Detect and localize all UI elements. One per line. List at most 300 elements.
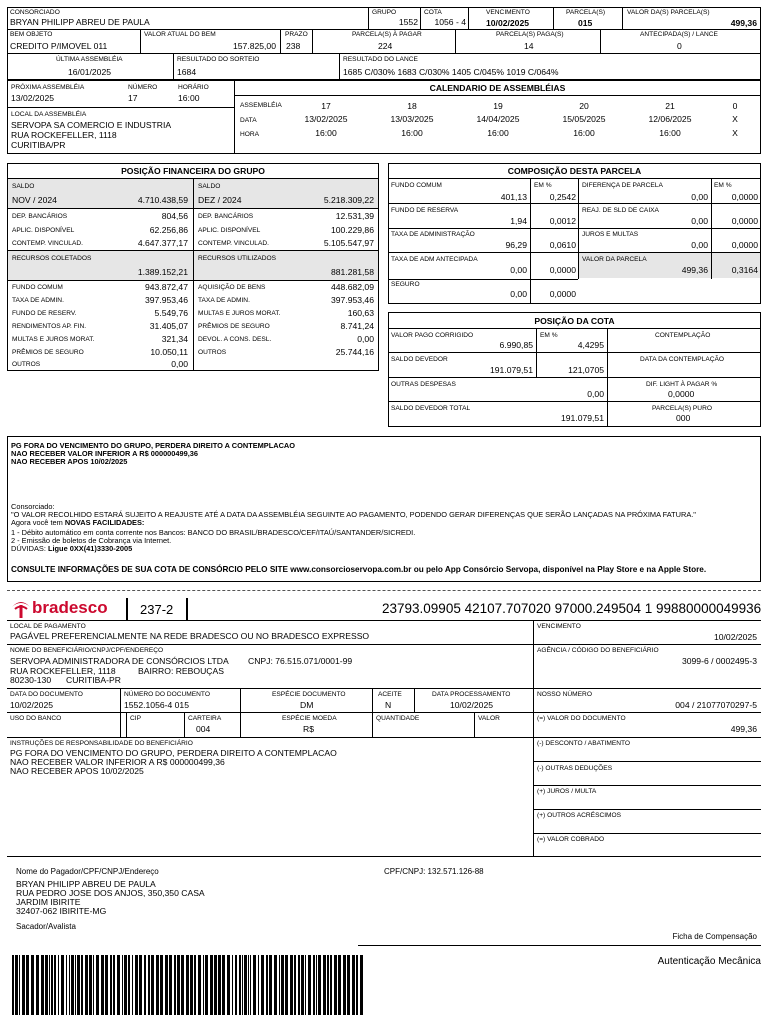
reaj-value: 0,00 <box>691 216 708 226</box>
msg-debito: 1 - Débito automático em conta corrente nos Bancos: BANCO DO BRASIL/BRADESCO/CEF/ITAÚ/SANTANDER/SICREDI. <box>11 528 416 537</box>
ultima-value: 16/01/2025 <box>68 67 112 77</box>
cal-hora-3: 16:00 <box>487 128 509 138</box>
barcode-bar <box>54 955 56 1015</box>
posicao-row-value: 12.531,39 <box>335 211 374 221</box>
saldo-right-month: DEZ / 2024 <box>198 195 242 205</box>
cota-em-pct: EM % <box>540 332 558 339</box>
valor-parcela-value: 499,36 <box>730 18 757 28</box>
posicao-row-value: 31.405,07 <box>149 320 188 331</box>
posicao-row-label: APLIC. DISPONÍVEL <box>198 226 261 234</box>
barcode-bar <box>151 955 154 1015</box>
rec-utilizados-label: RECURSOS UTILIZADOS <box>198 255 277 262</box>
juros-multa-label: (+) JUROS / MULTA <box>537 788 597 795</box>
barcode-bar <box>113 955 115 1015</box>
rec-coletados-value: 1.389.152,21 <box>137 267 188 277</box>
prox-value: 13/02/2025 <box>11 93 55 103</box>
barcode-bar <box>327 955 329 1015</box>
cut-line <box>7 590 761 591</box>
fundo-comum-value: 401,13 <box>500 192 527 202</box>
outros-acrescimos-label: (+) OUTROS ACRÉSCIMOS <box>537 812 622 819</box>
bradesco-logo <box>10 598 120 620</box>
reaj-pct: 0,0000 <box>731 216 758 226</box>
valor-da-parcela-label: VALOR DA PARCELA <box>582 256 647 263</box>
barcode-bar <box>198 955 201 1015</box>
inst-line-3: NAO RECEBER APOS 10/02/2025 <box>10 766 144 776</box>
taxa-ant-pct: 0,0000 <box>549 265 576 275</box>
dif-label: DIF. LIGHT À PAGAR % <box>646 381 718 388</box>
cal-row-hora: HORA <box>240 131 260 138</box>
barcode-bar <box>290 955 293 1015</box>
local-pag-label: LOCAL DE PAGAMENTO <box>10 623 86 630</box>
dif-parcela-value: 0,00 <box>691 192 708 202</box>
ultima-label: ÚLTIMA ASSEMBLÉIA <box>56 56 123 63</box>
msg-facilidades: Agora você tem NOVAS FACILIDADES: <box>11 518 145 527</box>
barcode-bar <box>248 955 249 1015</box>
barcode-bar <box>334 955 337 1015</box>
em-value: R$ <box>303 724 314 734</box>
barcode-bar <box>89 955 92 1015</box>
barcode-bar <box>165 955 168 1015</box>
msg-line-2: NAO RECEBER VALOR INFERIOR A R$ 000000499,36 <box>11 449 199 458</box>
dd-label: DATA DO DOCUMENTO <box>10 691 83 698</box>
barcode-bar <box>347 955 350 1015</box>
barcode-bar <box>61 955 64 1015</box>
inst-label: INSTRUÇÕES DE RESPONSABILIDADE DO BENEFICIÁRIO <box>10 740 193 747</box>
barcode-bar <box>250 955 251 1015</box>
barcode-bar <box>313 955 315 1015</box>
nn-value: 004 / 21077070297-5 <box>675 700 757 710</box>
valor-da-parcela-value: 499,36 <box>681 265 708 275</box>
cart-label: CARTEIRA <box>188 715 222 722</box>
barcode-bar <box>186 955 189 1015</box>
pagador-name: BRYAN PHILIPP ABREU DE PAULA <box>16 879 156 889</box>
barcode-bar <box>19 955 20 1015</box>
barcode-bar <box>203 955 204 1015</box>
posicao-row-value: 5.549,76 <box>154 307 188 318</box>
cal-row-data: DATA <box>240 117 257 124</box>
parcela-value: 015 <box>578 18 593 28</box>
barcode-bar <box>77 955 80 1015</box>
barcode-bar <box>298 955 300 1015</box>
cal-data-2: 13/03/2025 <box>390 114 434 124</box>
fundo-reserva-label: FUNDO DE RESERVA <box>391 207 459 214</box>
antecipadas-label: ANTECIPADA(S) / LANCE <box>640 31 718 38</box>
parcelas-pagas-label: PARCELA(S) PAGA(S) <box>496 31 564 38</box>
barcode-bar <box>71 955 74 1015</box>
cal-assembleia-2: 18 <box>407 101 417 111</box>
parcela-label: PARCELA(S) <box>566 9 606 16</box>
barcode-bar <box>101 955 104 1015</box>
barcode-bar <box>105 955 108 1015</box>
qt-label: QUANTIDADE <box>376 715 420 722</box>
bem-value: CREDITO P/IMOVEL 011 <box>10 41 108 51</box>
dif-parcela-label: DIFERENÇA DE PARCELA <box>582 182 663 189</box>
nd-label: NÚMERO DO DOCUMENTO <box>124 691 210 698</box>
posicao-row-value: 0,00 <box>357 333 374 344</box>
barcode-bar <box>239 955 241 1015</box>
valor-bem-label: VALOR ATUAL DO BEM <box>144 31 216 38</box>
taxa-ant-value: 0,00 <box>510 265 527 275</box>
posicao-row-label: FUNDO DE RESERV. <box>12 309 77 317</box>
msg-reajuste: "O VALOR RECOLHIDO ESTARÁ SUJEITO A REAJUSTE ATÉ A DATA DA ASSEMBLÉIA SEGUINTE AO PAGAMENTO, PODENDO GERAR DIFERENÇAS QUE SERÃO LANÇADAS NA PRÓXIMA FATURA." <box>11 510 696 519</box>
barcode-bar <box>41 955 44 1015</box>
posicao-title: POSIÇÃO FINANCEIRA DO GRUPO <box>121 166 265 176</box>
local-line-3: CURITIBA/PR <box>11 140 66 150</box>
posicao-row-label: OUTROS <box>198 348 227 356</box>
barcode-bar <box>110 955 112 1015</box>
dp-value: 10/02/2025 <box>450 700 494 710</box>
cal-assembleia-3: 19 <box>493 101 503 111</box>
lance-value: 1685 C/030% 1683 C/030% 1405 C/045% 1019 C/064% <box>343 67 559 77</box>
posicao-row-value: 10.050,11 <box>150 346 188 357</box>
posicao-row-label: PRÊMIOS DE SEGURO <box>12 348 84 356</box>
barcode-bar <box>22 955 25 1015</box>
fundo-reserva-pct: 0,0012 <box>549 216 576 226</box>
barcode-bar <box>318 955 321 1015</box>
horario-label: HORÁRIO <box>178 84 209 91</box>
cal-data-3: 14/04/2025 <box>476 114 520 124</box>
posicao-row-value: 62.256,86 <box>149 224 188 235</box>
barcode-bar <box>210 955 213 1015</box>
cal-assembleia-5: 21 <box>665 101 675 111</box>
pagador-cep: 32407-062 IBIRITE-MG <box>16 906 107 916</box>
cal-assembleia-1: 17 <box>321 101 331 111</box>
benef-cnpj: CNPJ: 76.515.071/0001-99 <box>248 656 353 666</box>
posicao-row-value: 448.682,09 <box>330 282 374 292</box>
barcode-bar <box>45 955 48 1015</box>
benef-label: NOME DO BENEFICIÁRIO/CNPJ/CPF/ENDEREÇO <box>10 647 164 654</box>
posicao-row-value: 160,63 <box>347 307 374 318</box>
dif-value: 0,0000 <box>668 389 695 399</box>
barcode-bar <box>58 955 59 1015</box>
barcode-bar <box>190 955 193 1015</box>
seguro-value: 0,00 <box>510 289 527 299</box>
barcode-bar <box>139 955 142 1015</box>
sdt-label: SALDO DEVEDOR TOTAL <box>391 405 471 412</box>
barcode-bar <box>343 955 346 1015</box>
local-label: LOCAL DA ASSEMBLÉIA <box>11 111 87 118</box>
cal-data-1: 13/02/2025 <box>304 114 348 124</box>
barcode-bar <box>308 955 311 1015</box>
valor-parcela-label: VALOR DA(S) PARCELA(S) <box>627 9 710 16</box>
valor-bem-value: 157.825,00 <box>232 41 276 51</box>
fundo-comum-pct: 0,2542 <box>549 192 576 202</box>
barcode-bar <box>132 955 133 1015</box>
pagador-bairro: JARDIM IBIRITE <box>16 897 81 907</box>
barcode-bar <box>66 955 67 1015</box>
barcode-bar <box>12 955 14 1015</box>
inst-line-1: PG FORA DO VENCIMENTO DO GRUPO, PERDERA DIREITO A CONTEMPLACAO <box>10 748 337 758</box>
venc-value: 10/02/2025 <box>713 632 757 642</box>
posicao-row-label: DEP. BANCÁRIOS <box>198 213 254 220</box>
outras-deducoes-label: (-) OUTRAS DEDUÇÕES <box>537 765 613 772</box>
barcode-bar <box>174 955 176 1015</box>
linha-digitavel: 23793.09905 42107.707020 97000.249504 1 99880000049936 <box>382 601 762 616</box>
barcode-bar <box>269 955 272 1015</box>
posicao-row-label: TAXA DE ADMIN. <box>12 296 64 304</box>
msg-duvidas: DÚVIDAS: Ligue 0XX(41)3330-2005 <box>11 544 133 553</box>
ub-label: USO DO BANCO <box>10 715 62 722</box>
sd-value: 191.079,51 <box>489 365 533 375</box>
barcode-bar <box>96 955 99 1015</box>
posicao-row-label: CONTEMP. VINCULAD. <box>12 240 83 247</box>
vpc-value: 6.990,85 <box>499 340 533 350</box>
vd-value: 499,36 <box>730 724 757 734</box>
nd-value: 1552.1056-4 015 <box>124 700 189 710</box>
barcode-bar <box>244 955 247 1015</box>
barcode-bar <box>258 955 259 1015</box>
posicao-row-value: 943.872,47 <box>144 282 188 292</box>
local-pag-value: PAGÁVEL PREFERENCIALMENTE NA REDE BRADESCO OU NO BRADESCO EXPRESSO <box>10 631 370 641</box>
contemplacao-label: CONTEMPLAÇÃO <box>655 332 711 339</box>
numero-value: 17 <box>128 93 138 103</box>
barcode-bar <box>301 955 304 1015</box>
posicao-row-label: DEP. BANCÁRIOS <box>12 213 68 220</box>
bem-label: BEM OBJETO <box>10 31 53 38</box>
ficha-label: Ficha de Compensação <box>672 932 757 941</box>
ag-value: 3099-6 / 0002495-3 <box>681 656 757 666</box>
saldo-left-value: 4.710.438,59 <box>137 195 188 205</box>
barcode-bar <box>31 955 34 1015</box>
taxa-adm-label: TAXA DE ADMINISTRAÇÃO <box>391 231 475 238</box>
barcode-bar <box>305 955 306 1015</box>
barcode-bar <box>85 955 88 1015</box>
em-pct-1: EM % <box>534 182 552 189</box>
posicao-row-label: APLIC. DISPONÍVEL <box>12 226 75 234</box>
cal-hora-4: 16:00 <box>573 128 595 138</box>
barcode-bar <box>117 955 120 1015</box>
sdt-value: 191.079,51 <box>560 413 604 423</box>
posicao-row-value: 8.741,24 <box>340 320 374 331</box>
barcode-bar <box>338 955 341 1015</box>
posicao-row-value: 5.105.547,97 <box>323 238 374 248</box>
posicao-row-value: 25.744,16 <box>335 346 374 357</box>
taxa-adm-value: 96,29 <box>505 240 527 250</box>
barcode-bar <box>330 955 332 1015</box>
barcode-bar <box>253 955 256 1015</box>
cal-hora-6: X <box>732 128 738 138</box>
inst-line-2: NAO RECEBER VALOR INFERIOR A R$ 000000499,36 <box>10 757 225 767</box>
reaj-label: REAJ. DE SLD DE CAIXA <box>582 207 659 214</box>
msg-consorciado: Consorciado: <box>11 502 55 511</box>
posicao-row-value: 397.953,46 <box>330 294 374 305</box>
posicao-row-label: PRÊMIOS DE SEGURO <box>198 322 270 330</box>
vpc-label: VALOR PAGO CORRIGIDO <box>391 332 474 339</box>
fundo-reserva-value: 1,94 <box>510 216 527 226</box>
cota-label: COTA <box>424 9 442 16</box>
od-value: 0,00 <box>587 389 604 399</box>
cal-data-4: 15/05/2025 <box>562 114 606 124</box>
rec-coletados-label: RECURSOS COLETADOS <box>12 255 92 262</box>
pagador-label: Nome do Pagador/CPF/CNPJ/Endereço <box>16 867 159 876</box>
pagador-address: RUA PEDRO JOSE DOS ANJOS, 350,350 CASA <box>16 888 205 898</box>
parcelas-pagar-label: PARCELA(S) À PAGAR <box>352 31 422 38</box>
cal-hora-1: 16:00 <box>315 128 337 138</box>
barcode-bar <box>124 955 127 1015</box>
local-line-2: RUA ROCKEFELLER, 1118 <box>11 130 117 140</box>
fundo-comum-label: FUNDO COMUM <box>391 182 442 189</box>
benef-cep: 80230-130 <box>10 675 52 685</box>
parcelas-pagas-value: 14 <box>524 41 534 51</box>
barcode-bar <box>148 955 150 1015</box>
cal-row-assembleia: ASSEMBLÉIA <box>240 102 282 109</box>
prazo-value: 238 <box>286 41 301 51</box>
ag-label: AGÊNCIA / CÓDIGO DO BENEFICIÁRIO <box>537 647 659 654</box>
ed-label: ESPÉCIE DOCUMENTO <box>272 691 346 698</box>
barcode-bar <box>294 955 296 1015</box>
barcode-bar <box>15 955 18 1015</box>
dd-value: 10/02/2025 <box>10 700 54 710</box>
barcode-bar <box>316 955 317 1015</box>
autenticacao-label: Autenticação Mecânica <box>657 956 761 967</box>
vpc-pct: 4,4295 <box>577 340 604 350</box>
barcode-bar <box>75 955 76 1015</box>
barcode-bar <box>122 955 123 1015</box>
taxa-ant-label: TAXA DE ADM ANTECIPADA <box>391 256 478 263</box>
barcode-bar <box>285 955 288 1015</box>
msg-line-1: PG FORA DO VENCIMENTO DO GRUPO, PERDERA DIREITO A CONTEMPLACAO <box>11 441 296 450</box>
posicao-row-label: FUNDO COMUM <box>12 284 63 291</box>
composicao-title: COMPOSIÇÃO DESTA PARCELA <box>507 166 642 176</box>
bank-name: bradesco <box>32 598 108 617</box>
posicao-row-label: RENDIMENTOS AP. FIN. <box>12 322 87 330</box>
horario-value: 16:00 <box>178 93 200 103</box>
barcode-bar <box>81 955 83 1015</box>
ac-value: N <box>385 700 392 710</box>
data-cont-label: DATA DA CONTEMPLAÇÃO <box>640 356 725 363</box>
calendario-title: CALENDARIO DE ASSEMBLÉIAS <box>429 83 566 93</box>
val-label: VALOR <box>478 715 500 722</box>
barcode-bar <box>227 955 230 1015</box>
cota-title: POSIÇÃO DA COTA <box>534 316 615 326</box>
cota-value: 1056 - 4 <box>434 17 466 27</box>
venc-label: VENCIMENTO <box>537 623 581 630</box>
posicao-row-value: 397.953,46 <box>144 294 188 305</box>
benef-cidade: CURITIBA-PR <box>66 675 121 685</box>
od-label: OUTRAS DESPESAS <box>391 381 456 388</box>
cart-value: 004 <box>196 724 211 734</box>
barcode-bar <box>128 955 130 1015</box>
prazo-label: PRAZO <box>285 31 308 38</box>
barcode-bar <box>266 955 268 1015</box>
barcode-bar <box>156 955 159 1015</box>
puro-value: 000 <box>676 413 691 423</box>
barcode-bar <box>69 955 70 1015</box>
seguro-label: SEGURO <box>391 281 420 288</box>
barcode-bar <box>181 955 184 1015</box>
dif-parcela-pct: 0,0000 <box>731 192 758 202</box>
barcode-bar <box>235 955 237 1015</box>
puro-label: PARCELA(S) PURO <box>652 405 712 412</box>
barcode-bar <box>261 955 264 1015</box>
barcode-bar <box>214 955 217 1015</box>
benef-address: RUA ROCKEFELLER, 1118 <box>10 666 116 676</box>
valor-da-parcela-pct: 0,3164 <box>731 265 758 275</box>
pagador-cpf: CPF/CNPJ: 132.571.126-88 <box>384 867 484 876</box>
barcode-bar <box>144 955 146 1015</box>
barcode-bar <box>26 955 29 1015</box>
cal-data-6: X <box>732 114 738 124</box>
saldo-right-value: 5.218.309,22 <box>323 195 374 205</box>
desc-label: (-) DESCONTO / ABATIMENTO <box>537 740 631 747</box>
msg-emissao: 2 - Emissão de boletos de Cobrança via Internet. <box>11 536 172 545</box>
local-line-1: SERVOPA SA COMERCIO E INDUSTRIA <box>11 120 172 130</box>
cal-assembleia-6: 0 <box>732 101 738 111</box>
valor-cobrado-label: (=) VALOR COBRADO <box>537 836 605 843</box>
saldo-right-label: SALDO <box>198 183 221 190</box>
barcode-bar <box>279 955 280 1015</box>
barcode-bar <box>135 955 138 1015</box>
barcode-bar <box>360 955 363 1015</box>
posicao-row-value: 100.229,86 <box>330 224 374 235</box>
barcode-bar <box>323 955 326 1015</box>
benef-name: SERVOPA ADMINISTRADORA DE CONSÓRCIOS LTDA <box>10 656 229 666</box>
bank-code: 237-2 <box>140 602 174 617</box>
sd-label: SALDO DEVEDOR <box>391 356 448 363</box>
barcode-bar <box>160 955 163 1015</box>
barcode-bar <box>242 955 243 1015</box>
msg-line-3: NAO RECEBER APOS 10/02/2025 <box>11 457 128 466</box>
juros-pct: 0,0000 <box>731 240 758 250</box>
barcode-bar <box>222 955 225 1015</box>
vd-label: (=) VALOR DO DOCUMENTO <box>537 715 626 722</box>
saldo-left-month: NOV / 2024 <box>12 195 57 205</box>
vencimento-value: 10/02/2025 <box>486 18 530 28</box>
consorciado-label: CONSORCIADO <box>10 9 60 16</box>
barcode-bar <box>356 955 358 1015</box>
posicao-row-label: DEVOL. A CONS. DESL. <box>198 335 272 343</box>
benef-bairro: BAIRRO: REBOUÇAS <box>138 666 224 676</box>
antecipadas-value: 0 <box>677 41 682 51</box>
sd-pct: 121,0705 <box>568 365 604 375</box>
cip-label: CIP <box>130 715 141 722</box>
taxa-adm-pct: 0,0610 <box>549 240 576 250</box>
grupo-value: 1552 <box>398 17 418 27</box>
cal-data-5: 12/06/2025 <box>648 114 692 124</box>
barcode-bar <box>232 955 233 1015</box>
posicao-row-value: 804,56 <box>161 211 188 221</box>
barcode-bar <box>51 955 53 1015</box>
barcode-bar <box>177 955 180 1015</box>
barcode-bar <box>36 955 39 1015</box>
barcode-bar <box>49 955 50 1015</box>
ac-label: ACEITE <box>378 691 402 698</box>
sorteio-label: RESULTADO DO SORTEIO <box>177 56 260 63</box>
rec-utilizados-value: 881.281,58 <box>330 267 374 277</box>
posicao-row-label: MULTAS E JUROS MORAT. <box>12 335 95 343</box>
barcode-bar <box>194 955 196 1015</box>
barcode-bar <box>93 955 94 1015</box>
posicao-row-value: 4.647.377,17 <box>137 238 188 248</box>
posicao-row-label: MULTAS E JUROS MORAT. <box>198 309 281 317</box>
cal-assembleia-4: 20 <box>579 101 589 111</box>
posicao-row-label: AQUISIÇÃO DE BENS <box>198 284 266 291</box>
posicao-row-label: TAXA DE ADMIN. <box>198 296 250 304</box>
juros-value: 0,00 <box>691 240 708 250</box>
msg-consulte: CONSULTE INFORMAÇÕES DE SUA COTA DE CONSÓRCIO PELO SITE www.consorcioservopa.com.br ou pelo App Consórcio Servopa, disponível na Play Store e na Apple Store. <box>11 565 707 574</box>
barcode-bar <box>169 955 172 1015</box>
parcelas-pagar-value: 224 <box>378 41 393 51</box>
sorteio-value: 1684 <box>177 67 197 77</box>
seguro-pct: 0,0000 <box>549 289 576 299</box>
barcode-bar <box>205 955 208 1015</box>
prox-label: PRÓXIMA ASSEMBLÉIA <box>11 84 85 91</box>
posicao-row-value: 0,00 <box>171 359 188 370</box>
posicao-row-value: 321,34 <box>161 333 188 344</box>
bradesco-tree-icon <box>10 599 32 619</box>
cal-hora-5: 16:00 <box>659 128 681 138</box>
em-pct-2: EM % <box>714 182 732 189</box>
